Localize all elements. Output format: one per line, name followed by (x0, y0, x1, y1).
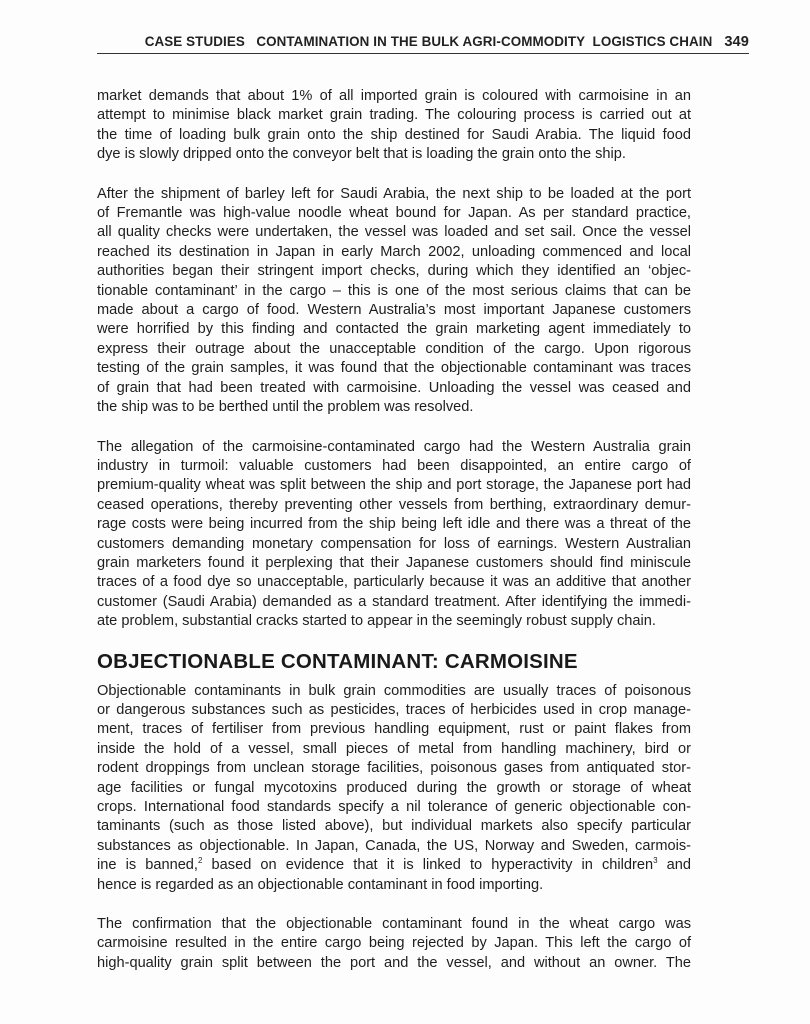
text-line: industry in turmoil: valuable customers had been disappointed, an entire cargo of (97, 457, 691, 474)
footnote-ref: 3 (653, 856, 658, 866)
paragraph (97, 87, 691, 165)
text-line: customer (Saudi Arabia) demanded as a standard treatment. After identifying the immedi- (97, 593, 691, 610)
text-line: substances as objectionable. In Japan, Canada, the US, Norway and Sweden, carmois- (97, 837, 691, 854)
text-line: customers demanding monetary compensation for loss of earnings. Western Australian (97, 535, 691, 552)
text-line: hence is regarded as an objectionable contaminant in food importing. (97, 876, 544, 893)
text-line: rage costs were being incurred from the ship being left idle and there was a threat of the (97, 516, 691, 533)
body-text (97, 87, 691, 973)
paragraph (97, 915, 691, 973)
text-line: of Fremantle was high-value noodle wheat bound for Japan. As per standard practice, (97, 205, 691, 222)
text-line: were horrified by this finding and contacted the grain marketing agent immediately to (97, 321, 691, 338)
paragraph (97, 185, 691, 418)
text-line: rodent droppings from unclean storage facilities, poisonous gases from antiquated stor- (97, 760, 691, 777)
text-line: made about a cargo of food. Western Australia’s most important Japanese customers (97, 302, 691, 319)
text-line: The confirmation that the objectionable contaminant found in the wheat cargo was (97, 916, 691, 933)
text-line: dye is slowly dripped onto the conveyor belt that is loading the grain onto the ship. (97, 146, 626, 163)
text-line: ment, traces of fertiliser from previous handling equipment, rust or paint flakes from (97, 721, 691, 738)
text-line: Objectionable contaminants in bulk grain commodities are usually traces of poisonous (97, 682, 691, 699)
text-line: all quality checks were undertaken, the vessel was loaded and set sail. Once the vessel (97, 224, 691, 241)
text-line: taminants (such as those listed above), but individual markets also specify particular (97, 818, 691, 835)
text-fragment: and (657, 857, 691, 874)
text-line: authorities began their stringent import checks, during which they identified an ‘objec- (97, 263, 691, 280)
header-rule (97, 53, 749, 54)
paragraph (97, 682, 691, 895)
section-heading: OBJECTIONABLE CONTAMINANT: CARMOISINE (97, 649, 578, 673)
text-line: high-quality grain split between the port and the vessel, and without an owner. The (97, 954, 691, 971)
text-line: testing of the grain samples, it was found that the objectionable contaminant was traces (97, 360, 691, 377)
text-line: inside the hold of a vessel, small pieces of metal from handling machinery, bird or (97, 740, 691, 757)
text-line: ate problem, substantial cracks started to appear in the seemingly robust supply chain. (97, 613, 656, 630)
text-line: traces of a food dye so unacceptable, particularly because it was an additive that another (97, 574, 691, 591)
text-line: grain marketers found it perplexing that their Japanese customers should find miniscule (97, 554, 691, 571)
text-line: the time of loading bulk grain onto the ship destined for Saudi Arabia. The liquid food (97, 126, 691, 143)
text-line: the ship was to be berthed until the problem was resolved. (97, 399, 474, 416)
text-line: ceased operations, thereby preventing other vessels from berthing, extraordinary demur- (97, 496, 691, 513)
text-line: express their outrage about the unacceptable condition of the cargo. Upon rigorous (97, 340, 691, 357)
text-line: After the shipment of barley left for Saudi Arabia, the next ship to be loaded at the port (97, 185, 691, 202)
text-fragment: based on evidence that it is linked to hyperactivity in children (202, 857, 654, 874)
text-line: of grain that had been treated with carmoisine. Unloading the vessel was ceased and (97, 379, 691, 396)
text-line: tionable contaminant’ in the cargo – this is one of the most serious claims that can be (97, 282, 691, 299)
text-line: reached its destination in Japan in early March 2002, unloading commenced and local (97, 243, 691, 260)
running-head-title: CASE STUDIES CONTAMINATION IN THE BULK AGRI-COMMODITY LOGISTICS CHAIN (144, 34, 713, 49)
text-fragment: ine is banned, (97, 857, 198, 874)
text-line: premium-quality wheat was split between the ship and port storage, the Japanese port had (97, 477, 691, 494)
page-number: 349 (724, 34, 749, 50)
text-line: attempt to minimise black market grain trading. The colouring process is carried out at (97, 107, 691, 124)
text-line-with-footnotes (97, 856, 691, 875)
footnote-ref: 2 (197, 856, 203, 866)
text-line: crops. International food standards specify a nil tolerance of generic objectionable con- (97, 799, 691, 815)
paragraph (97, 438, 691, 632)
running-head (97, 34, 749, 54)
text-line: The allegation of the carmoisine-contaminated cargo had the Western Australia grain (97, 438, 691, 455)
text-line: carmoisine resulted in the entire cargo being rejected by Japan. This left the cargo of (97, 935, 691, 952)
text-line: age facilities or fungal mycotoxins produced during the growth or storage of wheat (97, 779, 691, 796)
text-line: market demands that about 1% of all imported grain is coloured with carmoisine in an (97, 88, 691, 104)
text-line: or dangerous substances such as pesticides, traces of herbicides used in crop manage- (97, 701, 691, 718)
